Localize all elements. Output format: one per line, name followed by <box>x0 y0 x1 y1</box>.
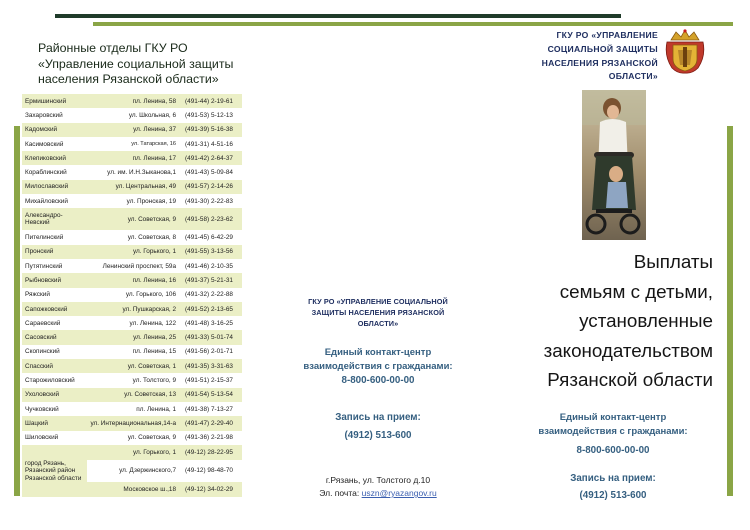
table-row <box>22 230 242 244</box>
department-name: Рыбновский <box>22 273 87 287</box>
middle-org-name: ГКУ РО «УПРАВЛЕНИЕ СОЦИАЛЬНОЙ ЗАЩИТЫ НАСЕЛЕНИЯ РЯЗАНСКОЙ ОБЛАСТИ» <box>308 297 448 328</box>
department-address: ул. Ленина, 37 <box>87 123 179 137</box>
department-address: пл. Ленина, 17 <box>87 151 179 165</box>
department-name: город Рязань, Рязанский район Рязанской области <box>22 445 87 497</box>
middle-email-line <box>298 488 458 498</box>
department-address: пл. Ленина, 58 <box>87 94 179 108</box>
department-phone: (491-48) 3-16-25 <box>179 316 242 330</box>
department-phone: (491-53) 5-12-13 <box>179 108 242 122</box>
department-phone: (491-45) 6-42-29 <box>179 230 242 244</box>
table-row <box>22 316 242 330</box>
table-row <box>22 431 242 445</box>
department-name: Ухоловский <box>22 388 87 402</box>
department-phone: (49-12) 28-22-95 <box>179 445 242 460</box>
right-record-phone: (4912) 513-600 <box>579 490 647 501</box>
table-row <box>22 180 242 194</box>
top-stripe-dark <box>55 14 621 18</box>
left-vertical-stripe <box>14 126 20 496</box>
department-phone: (491-57) 2-14-26 <box>179 180 242 194</box>
department-phone: (491-44) 2-19-61 <box>179 94 242 108</box>
table-row <box>22 416 242 430</box>
table-row <box>22 137 242 151</box>
right-contact-phone: 8-800-600-00-00 <box>576 445 650 456</box>
right-record-label: Запись на прием: <box>570 473 656 484</box>
department-name: Чучковский <box>22 402 87 416</box>
department-name: Сасовский <box>22 330 87 344</box>
department-address: ул. Горького, 1 <box>87 445 179 460</box>
department-phone: (491-30) 2-22-83 <box>179 194 242 208</box>
table-row <box>22 259 242 273</box>
table-row <box>22 388 242 402</box>
departments-table <box>22 94 242 497</box>
department-phone: (491-54) 5-13-54 <box>179 388 242 402</box>
department-address: ул. Татарская, 16 <box>87 137 179 151</box>
table-row <box>22 302 242 316</box>
table-row <box>22 151 242 165</box>
middle-address: г.Рязань, ул. Толстого д.10 <box>325 475 431 485</box>
middle-contact-center: Единый контакт-центр взаимодействия с гражданами: <box>303 347 453 372</box>
department-name: Старожиловский <box>22 373 87 387</box>
left-panel-title: Районные отделы ГКУ РО «Управление социальной защиты населения Рязанской области» <box>38 41 234 86</box>
department-phone: (491-58) 2-23-62 <box>179 208 242 230</box>
department-name: Шацкий <box>22 416 87 430</box>
coat-of-arms-icon <box>663 28 707 74</box>
department-phone: (491-35) 3-31-63 <box>179 359 242 373</box>
department-name: Сараевский <box>22 316 87 330</box>
department-address: ул. Пронская, 19 <box>87 194 179 208</box>
department-address: Ленинский проспект, 59а <box>87 259 179 273</box>
table-row <box>22 94 242 108</box>
table-row <box>22 445 242 460</box>
table-row <box>22 288 242 302</box>
department-address: ул. Советская, 9 <box>87 431 179 445</box>
table-row <box>22 165 242 179</box>
middle-record-label: Запись на прием: <box>335 412 421 423</box>
department-name: Путятинский <box>22 259 87 273</box>
family-photo <box>582 90 646 240</box>
department-address: ул. Толстого, 9 <box>87 373 179 387</box>
department-phone: (491-42) 2-64-37 <box>179 151 242 165</box>
department-phone: (491-36) 2-21-98 <box>179 431 242 445</box>
table-row <box>22 373 242 387</box>
department-phone: (491-33) 5-01-74 <box>179 330 242 344</box>
department-name: Кораблинский <box>22 165 87 179</box>
top-stripe-green <box>93 22 733 26</box>
department-name: Михайловский <box>22 194 87 208</box>
department-phone: (491-47) 2-29-40 <box>179 416 242 430</box>
department-address: ул. Горького, 1 <box>87 245 179 259</box>
department-address: ул. Горького, 106 <box>87 288 179 302</box>
department-phone: (491-55) 3-13-56 <box>179 245 242 259</box>
middle-record-phone: (4912) 513-600 <box>344 430 412 441</box>
department-address: пл. Ленина, 1 <box>87 402 179 416</box>
department-address: ул. Ленина, 25 <box>87 330 179 344</box>
department-phone: (491-32) 2-22-88 <box>179 288 242 302</box>
department-phone: (49-12) 34-02-29 <box>179 482 242 497</box>
department-address: ул. Советская, 8 <box>87 230 179 244</box>
table-row <box>22 345 242 359</box>
department-phone: (491-37) 5-21-31 <box>179 273 242 287</box>
department-address: ул. Центральная, 49 <box>87 180 179 194</box>
department-name: Скопинский <box>22 345 87 359</box>
department-phone: (491-31) 4-51-16 <box>179 137 242 151</box>
department-name: Спасский <box>22 359 87 373</box>
department-address: ул. им. И.Н.Зыканова,1 <box>87 165 179 179</box>
table-row <box>22 208 242 230</box>
department-address: пл. Ленина, 15 <box>87 345 179 359</box>
department-name: Пронский <box>22 245 87 259</box>
department-address: ул. Советская, 13 <box>87 388 179 402</box>
department-address: ул. Интернациональная,14-а <box>87 416 179 430</box>
department-address: ул. Дзержинского,7 <box>87 460 179 482</box>
email-label: Эл. почта: <box>319 488 360 498</box>
department-name: Захаровский <box>22 108 87 122</box>
table-row <box>22 245 242 259</box>
middle-contact-phone: 8-800-600-00-00 <box>341 375 415 386</box>
table-row <box>22 330 242 344</box>
department-address: Московское ш.,18 <box>87 482 179 497</box>
department-phone: (491-51) 2-15-37 <box>179 373 242 387</box>
department-name: Милославский <box>22 180 87 194</box>
department-name: Сапожковский <box>22 302 87 316</box>
department-phone: (491-46) 2-10-35 <box>179 259 242 273</box>
department-name: Пителинский <box>22 230 87 244</box>
department-name: Ряжский <box>22 288 87 302</box>
department-phone: (49-12) 98-48-70 <box>179 460 242 482</box>
department-phone: (491-56) 2-01-71 <box>179 345 242 359</box>
department-address: ул. Советская, 1 <box>87 359 179 373</box>
department-name: Клепиковский <box>22 151 87 165</box>
table-row <box>22 359 242 373</box>
department-name: Шиловский <box>22 431 87 445</box>
right-contact-center: Единый контакт-центр взаимодействия с гражданами: <box>538 412 688 437</box>
department-phone: (491-38) 7-13-27 <box>179 402 242 416</box>
department-address: ул. Ленина, 122 <box>87 316 179 330</box>
department-address: пл. Ленина, 16 <box>87 273 179 287</box>
table-row <box>22 123 242 137</box>
department-phone: (491-52) 2-13-65 <box>179 302 242 316</box>
department-name: Александро-Невский <box>22 208 87 230</box>
table-row <box>22 402 242 416</box>
brochure-headline: Выплаты семьям с детьми, установленные законодательством Рязанской области <box>543 251 713 390</box>
department-phone: (491-39) 5-16-38 <box>179 123 242 137</box>
department-name: Ермишинский <box>22 94 87 108</box>
table-row <box>22 194 242 208</box>
department-phone: (491-43) 5-09-84 <box>179 165 242 179</box>
right-org-name: ГКУ РО «УПРАВЛЕНИЕ СОЦИАЛЬНОЙ ЗАЩИТЫ НАСЕЛЕНИЯ РЯЗАНСКОЙ ОБЛАСТИ» <box>541 30 658 82</box>
table-row <box>22 108 242 122</box>
right-vertical-stripe <box>727 126 733 496</box>
table-row <box>22 273 242 287</box>
department-address: ул. Советская, 9 <box>87 208 179 230</box>
department-name: Касимовский <box>22 137 87 151</box>
department-address: ул. Пушкарская, 2 <box>87 302 179 316</box>
department-address: ул. Школьная, 6 <box>87 108 179 122</box>
department-name: Кадомский <box>22 123 87 137</box>
email-link[interactable]: uszn@ryazangov.ru <box>361 488 437 498</box>
